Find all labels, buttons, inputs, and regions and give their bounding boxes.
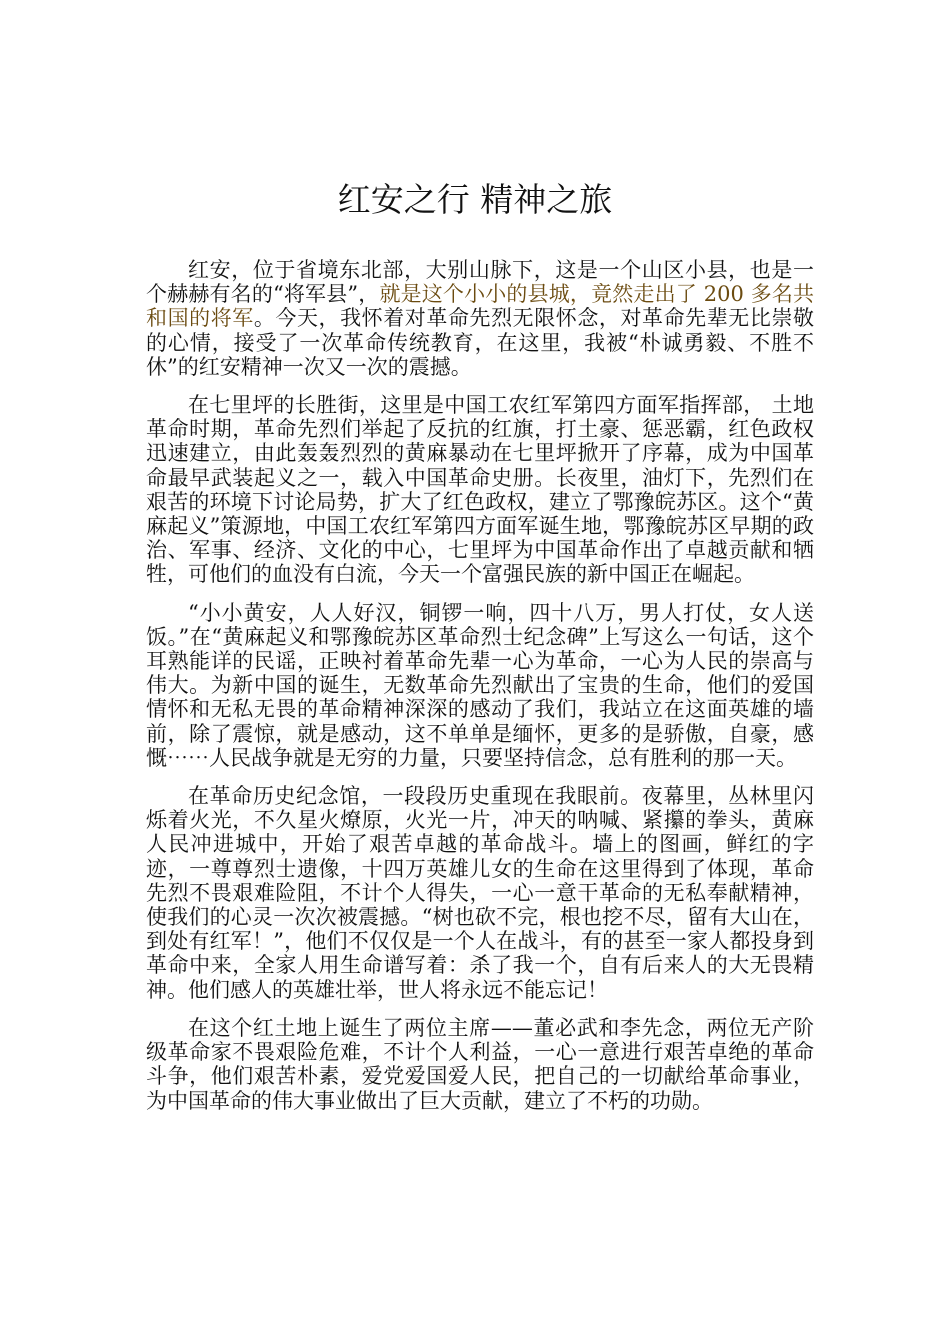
article-body xyxy=(146,258,814,1127)
paragraph-4: 在革命历史纪念馆，一段段历史重现在我眼前。夜幕里，丛林里闪烁着火光，不久星火燎原，火光一片，冲天的呐喊、紧攥的拳头，黄麻人民冲进城中，开始了艰苦卓越的革命战斗。墙上的图画，鲜红的字迹，一尊尊烈士遗像，十四万英雄儿女的生命在这里得到了体现，革命先烈不畏艰难险阻，不计个人得失，一心一意干革命的无私奉献精神，使我们的心灵一次次被震撼。“树也砍不完，根也挖不尽，留有大山在，到处有红军！”，他们不仅仅是一个人在战斗，有的甚至一家人都投身到革命中来，全家人用生命谱写着：杀了我一个，自有后来人的大无畏精神。他们感人的英雄壮举，世人将永远不能忘记！ xyxy=(146,784,814,1002)
paragraph-1 xyxy=(146,258,814,379)
page-title: 红安之行 精神之旅 xyxy=(337,180,613,219)
paragraph-1-text-end: 。今天，我怀着对革命先烈无限怀念，对革命先辈无比崇敬的心情，接受了一次革命传统教育，在这里，我被“朴诚勇毅、不胜不休”的红安精神一次又一次的震撼。 xyxy=(146,306,815,379)
paragraph-2: 在七里坪的长胜街，这里是中国工农红军第四方面军指挥部， 土地革命时期，革命先烈们举起了反抗的红旗，打土豪、惩恶霸，红色政权迅速建立，由此轰轰烈烈的黄麻暴动在七里坪掀开了序幕，成为中国革命最早武装起义之一，载入中国革命史册。长夜里，油灯下，先烈们在艰苦的环境下讨论局势，扩大了红色政权，建立了鄂豫皖苏区。这个“黄麻起义”策源地，中国工农红军第四方面军诞生地，鄂豫皖苏区早期的政治、军事、经济、文化的中心，七里坪为中国革命作出了卓越贡献和牺牲，可他们的血没有白流，今天一个富强民族的新中国正在崛起。 xyxy=(146,393,814,587)
highlighted-general-count-text: 就是这个小小的县城，竟然走出了 200 多名共和国的将军 xyxy=(146,282,814,331)
paragraph-1-text-start: 红安，位于省境东北部，大别山脉下，这是一个山区小县，也是一个赫赫有名的“将军县”， xyxy=(146,258,814,307)
paragraph-3: “小小黄安，人人好汉，铜锣一响，四十八万，男人打仗，女人送饭。”在“黄麻起义和鄂豫皖苏区革命烈士纪念碑”上写这么一句话，这个耳熟能详的民谣，正映衬着革命先辈一心为革命，一心为人民的崇高与伟大。为新中国的诞生，无数革命先烈献出了宝贵的生命，他们的爱国情怀和无私无畏的革命精神深深的感动了我们，我站立在这面英雄的墙前，除了震惊，就是感动，这不单单是缅怀，更多的是骄傲，自豪，感慨⋯⋯人民战争就是无穷的力量，只要坚持信念，总有胜利的那一天。 xyxy=(146,600,814,770)
paragraph-5: 在这个红土地上诞生了两位主席——董必武和李先念，两位无产阶级革命家不畏艰险危难，不计个人利益，一心一意进行艰苦卓绝的革命斗争，他们艰苦朴素，爱党爱国爱人民，把自己的一切献给革命事业，为中国革命的伟大事业做出了巨大贡献，建立了不朽的功勋。 xyxy=(146,1015,814,1113)
